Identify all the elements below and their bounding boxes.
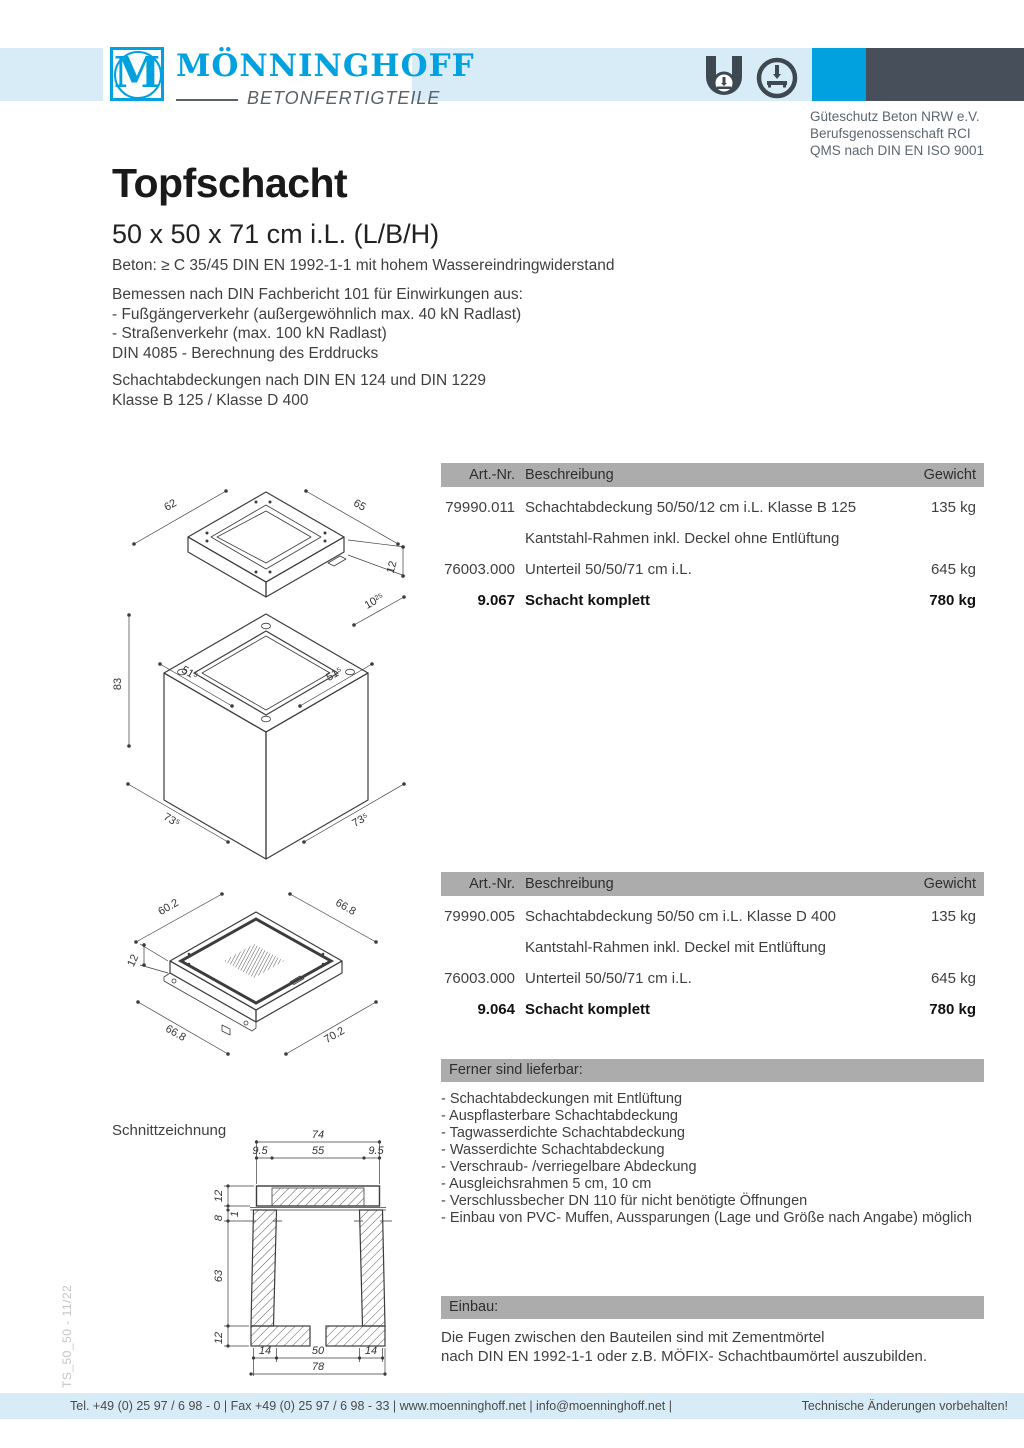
table-row — [441, 963, 984, 994]
dim-label: 62 — [162, 497, 179, 514]
dim-label: 50 — [311, 1345, 325, 1357]
dim-label: 78 — [311, 1361, 325, 1373]
spec-line: Klasse B 125 / Klasse D 400 — [112, 391, 309, 409]
list-item: - Tagwasserdichte Schachtabdeckung — [441, 1125, 685, 1141]
dim-label: 60.2 — [156, 896, 181, 918]
cell-desc: Unterteil 50/50/71 cm i.L. — [525, 561, 692, 578]
cell-desc: Kantstahl-Rahmen inkl. Deckel mit Entlüftung — [525, 939, 826, 956]
list-item: - Auspflasterbare Schachtabdeckung — [441, 1108, 678, 1124]
certification-line: Güteschutz Beton NRW e.V. — [810, 109, 980, 124]
dim-label: 66.8 — [163, 1022, 188, 1044]
table-row — [441, 554, 984, 585]
col-header-gewicht: Gewicht — [923, 876, 976, 892]
dim-label: 51⁵ — [179, 664, 200, 683]
spec-line: - Fußgängerverkehr (außergewöhnlich max. 40 kN Radlast) — [112, 305, 522, 323]
dim-label: 1 — [229, 1210, 241, 1218]
footer-notice: Technische Änderungen vorbehalten! — [801, 1399, 1008, 1413]
section-drawing-label: Schnittzeichnung — [112, 1122, 227, 1139]
cell-artnr: 9.067 — [477, 592, 515, 609]
cell-desc: Schachtabdeckung 50/50/12 cm i.L. Klasse B 125 — [525, 499, 857, 516]
dim-label: 9.5 — [252, 1145, 268, 1157]
dim-label: 12 — [384, 559, 400, 575]
footer-contact: Tel. +49 (0) 25 97 / 6 98 - 0 | Fax +49 (0) 25 97 / 6 98 - 33 | www.moenninghoff.net | info@moenninghoff.net | — [70, 1399, 672, 1413]
certification-line: QMS nach DIN EN ISO 9001 — [810, 143, 985, 158]
list-item: - Einbau von PVC- Muffen, Aussparungen (Lage und Größe nach Angabe) möglich — [441, 1210, 972, 1226]
parts-table-b125 — [441, 463, 984, 616]
cell-desc: Unterteil 50/50/71 cm i.L. — [525, 970, 692, 987]
cover-standard-specs — [112, 371, 486, 410]
spec-line: Schachtabdeckungen nach DIN EN 124 und DIN 1229 — [112, 372, 486, 389]
table-header-row — [441, 872, 984, 896]
cell-weight: 645 kg — [930, 970, 976, 987]
lieferbar-heading-bar: Ferner sind lieferbar: — [441, 1059, 984, 1082]
dim-label: 83 — [112, 677, 124, 691]
brand-divider-line — [176, 99, 238, 101]
col-header-beschreibung: Beschreibung — [525, 876, 614, 892]
cell-desc: Schachtabdeckung 50/50 cm i.L. Klasse D 400 — [525, 908, 837, 925]
dim-label: 65 — [351, 497, 368, 514]
cell-artnr: 79990.005 — [444, 908, 515, 925]
col-header-artnr: Art.-Nr. — [469, 876, 515, 892]
footer-bar — [0, 1393, 1024, 1419]
dim-label: 70.2 — [322, 1024, 347, 1046]
dim-label: 12 — [213, 1189, 225, 1203]
parts-table-d400 — [441, 872, 984, 1025]
pruefsiegel-circle-icon — [756, 57, 798, 99]
einbau-heading-bar: Einbau: — [441, 1296, 984, 1319]
header-bar-left — [0, 48, 103, 101]
accent-block-dark — [866, 48, 1024, 101]
brand-subtitle: BETONFERTIGTEILE — [247, 88, 441, 108]
product-dimensions: 50 x 50 x 71 cm i.L. (L/B/H) — [112, 219, 440, 249]
table-row — [441, 932, 984, 963]
table-header-row — [441, 463, 984, 487]
einbau-text — [441, 1328, 1001, 1366]
page-title: Topfschacht — [112, 160, 348, 206]
cover-isometric-drawing — [104, 882, 426, 1078]
table-row — [441, 523, 984, 554]
certification-block — [810, 108, 1015, 159]
cell-desc: Schacht komplett — [525, 592, 651, 609]
cell-artnr: 79990.011 — [445, 499, 515, 516]
col-header-artnr: Art.-Nr. — [469, 467, 515, 483]
cell-artnr: 76003.000 — [444, 970, 515, 987]
spec-line: - Straßenverkehr (max. 100 kN Radlast) — [112, 325, 387, 342]
logo-letter: M — [113, 48, 161, 97]
table-row-total — [441, 585, 984, 616]
table-row — [441, 901, 984, 932]
dim-label: 14 — [258, 1345, 272, 1357]
dim-label: 63 — [213, 1269, 225, 1283]
company-logo — [110, 47, 164, 101]
cell-artnr: 9.064 — [477, 1001, 515, 1018]
cell-weight: 780 kg — [929, 592, 976, 609]
dim-label: 73⁵ — [161, 811, 182, 830]
cell-weight: 135 kg — [930, 908, 976, 925]
isometric-exploded-drawing — [104, 478, 426, 868]
cell-weight: 780 kg — [929, 1001, 976, 1018]
cross-section-drawing — [198, 1126, 398, 1378]
cell-desc: Schacht komplett — [525, 1001, 651, 1018]
dim-label: 73⁵ — [350, 811, 371, 830]
dim-label: 51⁵ — [324, 665, 345, 684]
brand-name: MÖNNINGHOFF — [176, 48, 475, 84]
col-header-gewicht: Gewicht — [923, 467, 976, 483]
document-revision-label: TS_50_50 - 11/22 — [60, 1284, 74, 1388]
dim-label: 14 — [364, 1345, 378, 1357]
dim-label: 12 — [213, 1331, 225, 1345]
list-item: - Verschlussbecher DN 110 für nicht benötigte Öffnungen — [441, 1193, 808, 1209]
einbau-line: Die Fugen zwischen den Bauteilen sind mit Zementmörtel — [441, 1329, 825, 1346]
dim-label: 55 — [311, 1145, 325, 1157]
table-row-total — [441, 994, 984, 1025]
accent-block-cyan — [812, 48, 866, 101]
guetesiegel-u-icon — [702, 55, 746, 101]
spec-line: Bemessen nach DIN Fachbericht 101 für Einwirkungen aus: — [112, 286, 523, 303]
dim-label: 10²⁵ — [362, 591, 387, 612]
cell-artnr: 76003.000 — [444, 561, 515, 578]
col-header-beschreibung: Beschreibung — [525, 467, 614, 483]
dim-label: 9.5 — [368, 1145, 384, 1157]
list-item: - Verschraub- /verriegelbare Abdeckung — [441, 1159, 697, 1175]
lieferbar-list — [441, 1091, 1001, 1227]
einbau-line: nach DIN EN 1992-1-1 oder z.B. MÖFIX- Schachtbaumörtel auszubilden. — [441, 1348, 928, 1365]
cell-weight: 645 kg — [930, 561, 976, 578]
dim-label: 12 — [125, 952, 142, 969]
cell-desc: Kantstahl-Rahmen inkl. Deckel ohne Entlüftung — [525, 530, 840, 547]
certification-line: Berufsgenossenschaft RCI — [810, 126, 971, 141]
table-row — [441, 492, 984, 523]
dim-label: 8 — [213, 1214, 225, 1222]
dim-label: 74 — [311, 1129, 325, 1141]
design-specs — [112, 285, 523, 363]
dim-label: 66.8 — [333, 896, 358, 918]
list-item: - Ausgleichsrahmen 5 cm, 10 cm — [441, 1176, 652, 1192]
list-item: - Schachtabdeckungen mit Entlüftung — [441, 1091, 683, 1107]
concrete-spec: Beton: ≥ C 35/45 DIN EN 1992-1-1 mit hohem Wassereindringwiderstand — [112, 257, 615, 274]
list-item: - Wasserdichte Schachtabdeckung — [441, 1142, 665, 1158]
spec-line: DIN 4085 - Berechnung des Erddrucks — [112, 344, 379, 362]
cell-weight: 135 kg — [930, 499, 976, 516]
